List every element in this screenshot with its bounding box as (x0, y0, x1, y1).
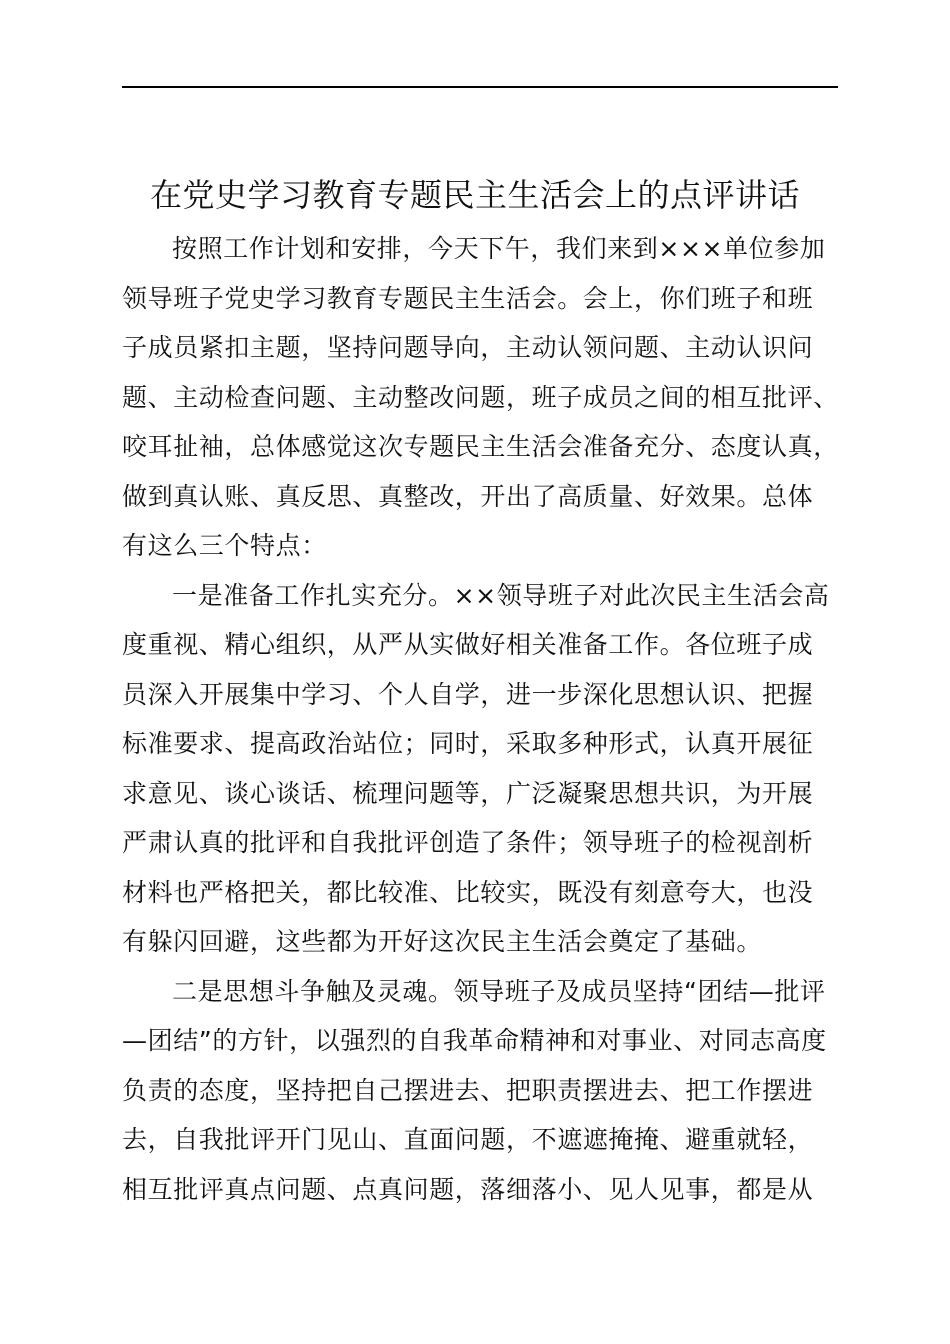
text-line: 有躲闪回避，这些都为开好这次民主生活会奠定了基础。 (122, 927, 763, 956)
header-rule (122, 86, 838, 88)
text-line: 一是准备工作扎实充分。××领导班子对此次民主生活会高 (172, 580, 830, 610)
text-line: 员深入开展集中学习、个人自学，进一步深化思想认识、把握 (122, 679, 814, 709)
text-line: 去，自我批评开门见山、直面问题，不遮遮掩掩、避重就轻， (122, 1125, 814, 1154)
text-line: 领导班子党史学习教育专题民主生活会。会上，你们班子和班 (122, 283, 814, 313)
text-line: 求意见、谈心谈话、梳理问题等，广泛凝聚思想共识，为开展 (122, 778, 814, 808)
paragraph-intro (122, 224, 838, 571)
text-line: 度重视、精心组织，从严从实做好相关准备工作。各位班子成 (122, 630, 814, 659)
text-line: 负责的态度，坚持把自己摆进去、把职责摆进去、把工作摆进 (122, 1075, 814, 1105)
text-line: 有这么三个特点： (122, 531, 327, 560)
text-line: 二是思想斗争触及灵魂。领导班子及成员坚持“团结—批评 (172, 976, 826, 1006)
text-line: 子成员紧扣主题，坚持问题导向，主动认领问题、主动认识问 (122, 333, 814, 362)
document-title: 在党史学习教育专题民主生活会上的点评讲话 (149, 176, 800, 215)
paragraph-point-one (122, 571, 838, 967)
text-line: 咬耳扯袖，总体感觉这次专题民主生活会准备充分、态度认真， (122, 432, 839, 461)
text-line: —团结”的方针，以强烈的自我革命精神和对事业、对同志高度 (122, 1026, 827, 1055)
text-line: 标准要求、提高政治站位；同时，采取多种形式，认真开展征 (122, 729, 814, 758)
text-line: 严肃认真的批评和自我批评创造了条件；领导班子的检视剖析 (122, 828, 814, 857)
text-line: 做到真认账、真反思、真整改，开出了高质量、好效果。总体 (122, 481, 814, 511)
document-body (122, 224, 838, 1214)
text-line: 题、主动检查问题、主动整改问题，班子成员之间的相互批评、 (122, 382, 839, 412)
text-line: 按照工作计划和安排，今天下午，我们来到×××单位参加 (172, 234, 826, 263)
text-line: 相互批评真点问题、点真问题，落细落小、见人见事，都是从 (122, 1174, 814, 1204)
text-line: 材料也严格把关，都比较准、比较实，既没有刻意夸大，也没 (122, 877, 814, 907)
paragraph-point-two (122, 967, 838, 1215)
